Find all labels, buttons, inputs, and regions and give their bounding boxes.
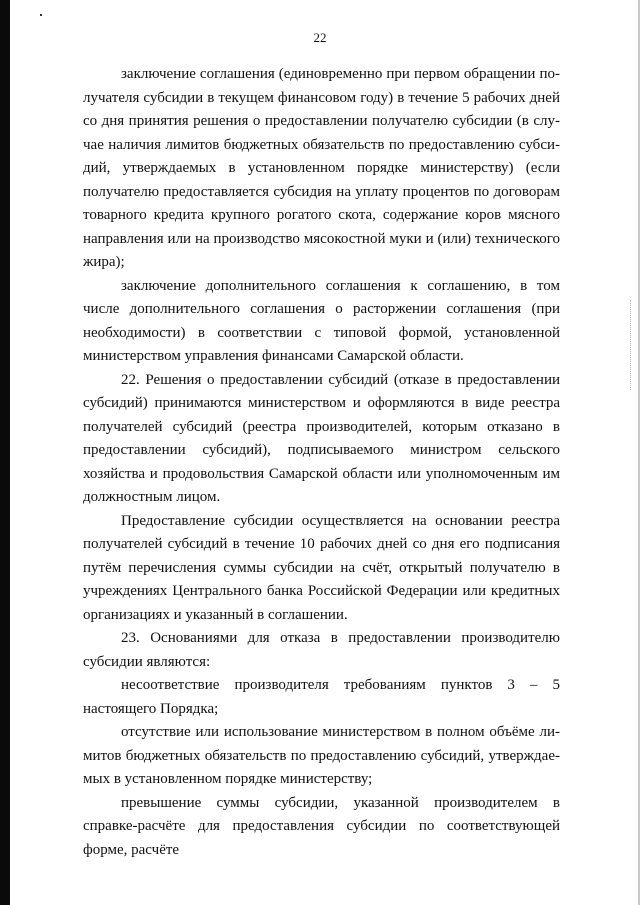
scan-left-border	[0, 0, 10, 905]
paragraph-agreement-conclusion: заключение соглашения (единовременно при первом обращении получателя субсидии в текущем финансовом году) в течение 5 рабочих дней со дня принятия решения о предоставлении получателю субсидии (в случае наличия лимитов бюджетных обязательств по предоставлению субсидий, утверждаемых в установленном порядке министерству) (если получателю предоставляется субсидия на уплату процентов по договорам товарного кредита крупного рогатого скота, содержание коров мясного направления или на производство мясокостной муки и (или) технического жира);	[83, 66, 560, 270]
paragraph-23-refusal-grounds: 23. Основаниями для отказа в предоставлении производителю субсидии являются:	[83, 630, 560, 670]
paragraph-22-decisions: 22. Решения о предоставлении субсидий (отказе в предоставлении субсидий) принимаются министерством и оформляются в виде реестра получателей субсидий (реестра производителей, которым отказано в предоставлении субсидий), подписываемого министром сельского хозяйства и продовольствия Самарской области или уполномоченным им должностным лицом.	[83, 371, 560, 505]
page-number: 22	[313, 30, 327, 45]
paragraph-amount-excess: превышение суммы субсидии, указанной производителем в справке-расчёте для предоставления субсидии по соответствующей форме, расчёте	[83, 794, 560, 858]
paragraph-limits-absence: отсутствие или использование министерством в полном объёме лимитов бюджетных обязательств по предоставлению субсидий, утверждаемых в установленном порядке министерству;	[83, 724, 560, 787]
paragraph-additional-agreement: заключение дополнительного соглашения к соглашению, в том числе дополнительного соглашения о расторжении соглашения (при необходимости) в соответствии с типовой формой, установленной министерством управления финансами Самарской области.	[83, 277, 560, 364]
paragraph-subsidy-provision: Предоставление субсидии осуществляется на основании реестра получателей субсидий в течение 10 рабочих дней со дня его подписания путём перечисления суммы субсидии на счёт, открытый получателю в учреждениях Центрального банка Российской Федерации или кредитных организациях и указанный в соглашении.	[83, 512, 560, 623]
document-body	[83, 63, 560, 862]
scan-right-marks	[630, 300, 632, 390]
paragraph-noncompliance: несоответствие производителя требованиям пунктов 3 – 5 настоящего Порядка;	[83, 677, 560, 717]
scan-speck	[40, 14, 42, 16]
